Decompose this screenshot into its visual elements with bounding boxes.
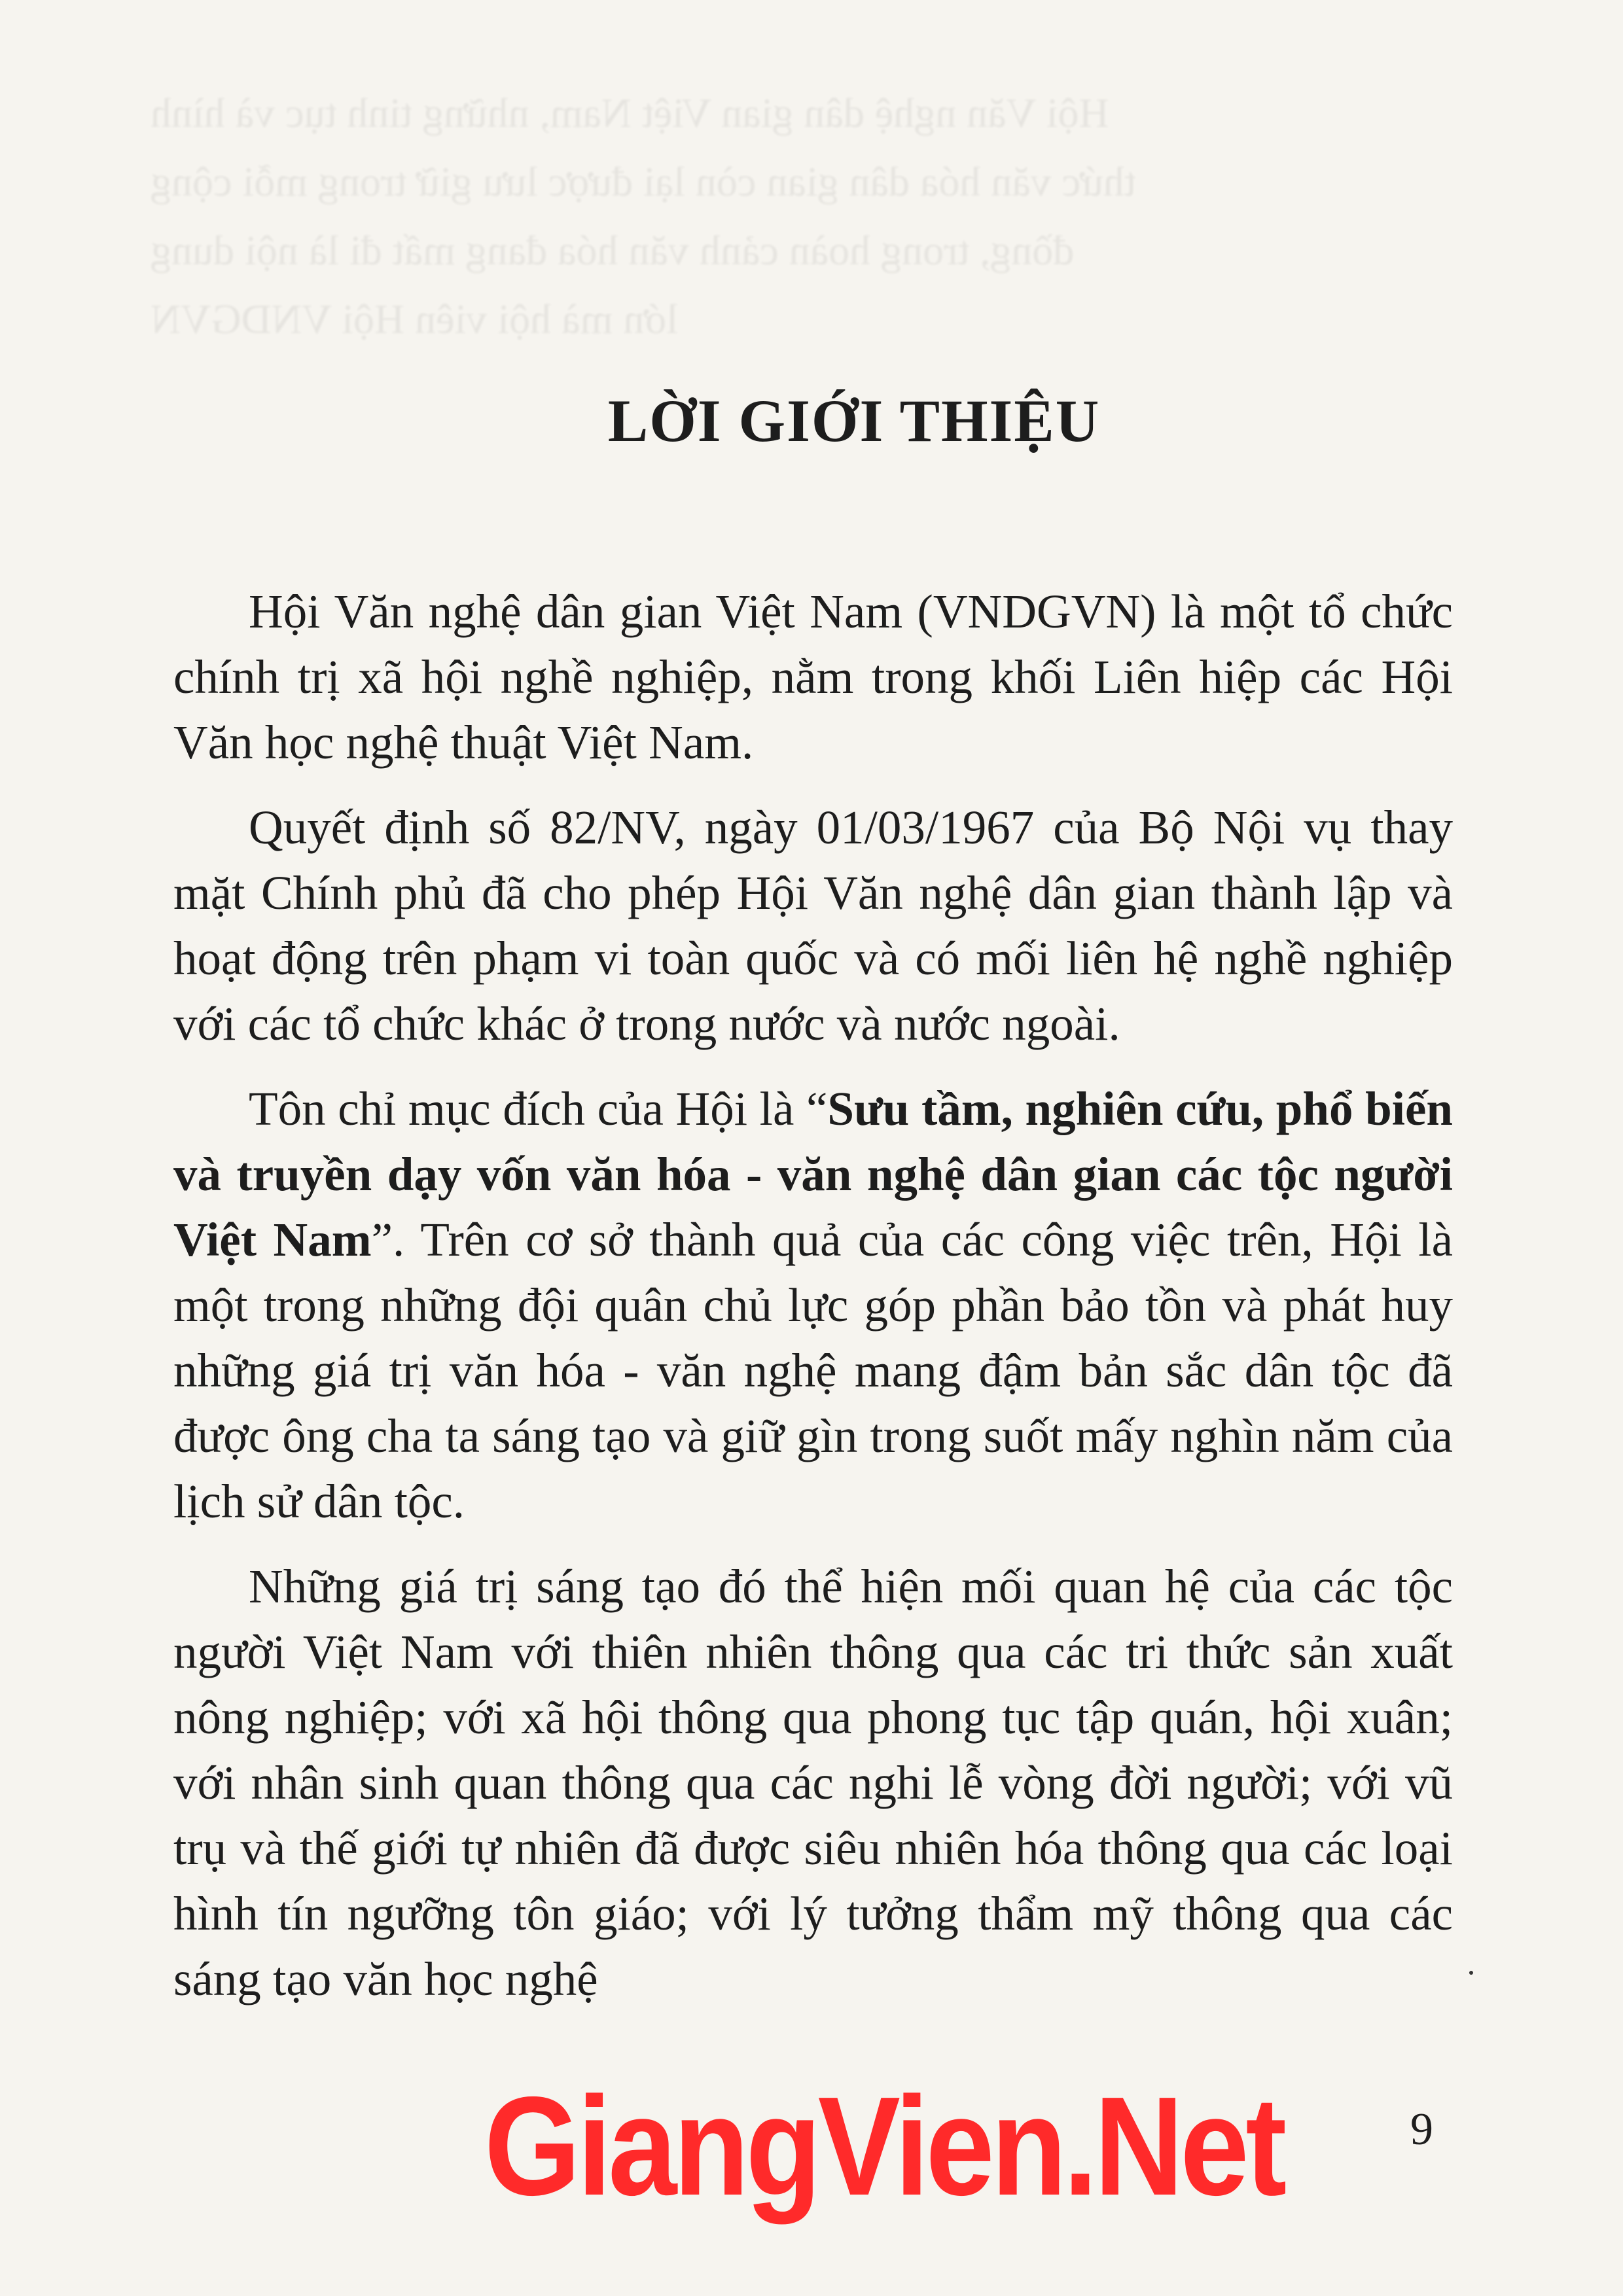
paragraph-4: Những giá trị sáng tạo đó thể hiện mối quan hệ của các tộc người Việt Nam với thiên nhiên thông qua các tri thức sản xuất nông nghiệp; với xã hội thông qua phong tục tập quán, hội xuân; với nhân sinh quan thông qua các nghi lễ vòng đời người; với vũ trụ và thế giới tự nhiên đã được siêu nhiên hóa thông qua các loại hình tín ngưỡng tôn giáo; với lý tưởng thẩm mỹ thông qua các sáng tạo văn học nghệ	[173, 1560, 1453, 2005]
watermark: GiangVien.Net	[484, 2067, 1284, 2225]
bleed-line: lớn mà hội viên Hội VNDGVN	[151, 296, 678, 342]
paragraph-1: Hội Văn nghệ dân gian Việt Nam (VNDGVN) là một tổ chức chính trị xã hội nghề nghiệp, nằm trong khối Liên hiệp các Hội Văn học nghệ thuật Việt Nam.	[173, 585, 1453, 769]
ink-speck	[1469, 1971, 1473, 1975]
bleed-through-text	[151, 79, 1459, 360]
paragraph-3-emphasis: Sưu tầm, nghiên cứu, phổ biến và truyền dạy vốn văn hóa - văn nghệ dân gian các tộc người Việt Nam	[173, 1082, 1453, 1266]
page-number: 9	[1410, 2104, 1433, 2155]
paragraph-2: Quyết định số 82/NV, ngày 01/03/1967 của Bộ Nội vụ thay mặt Chính phủ đã cho phép Hội Văn nghệ dân gian thành lập và hoạt động trên phạm vi toàn quốc và có mối liên hệ nghề nghiệp với các tổ chức khác ở trong nước và nước ngoài.	[173, 801, 1453, 1050]
paragraph-3	[173, 1076, 1453, 1534]
page-title: LỜI GIỚI THIỆU	[607, 387, 1101, 454]
bleed-line: đồng, trong hoàn cảnh văn hóa đang mất đi là nội dung	[151, 227, 1075, 274]
bleed-line: Hội Văn nghệ dân gian Việt Nam, những tinh tục và hình	[151, 90, 1109, 136]
paragraph-3-lead: Tôn chỉ mục đích của Hội là “	[249, 1082, 828, 1135]
body-text	[173, 579, 1453, 2032]
bleed-line: thức văn hóa dân gian còn lại được lưu giữ trong mỗi cộng	[151, 158, 1136, 205]
paragraph-3-tail: ”. Trên cơ sở thành quả của các công việc trên, Hội là một trong những đội quân chủ lực góp phần bảo tồn và phát huy những giá trị văn hóa - văn nghệ mang đậm bản sắc dân tộc đã được ông cha ta sáng tạo và giữ gìn trong suốt mấy nghìn năm của lịch sử dân tộc.	[173, 1213, 1453, 1528]
